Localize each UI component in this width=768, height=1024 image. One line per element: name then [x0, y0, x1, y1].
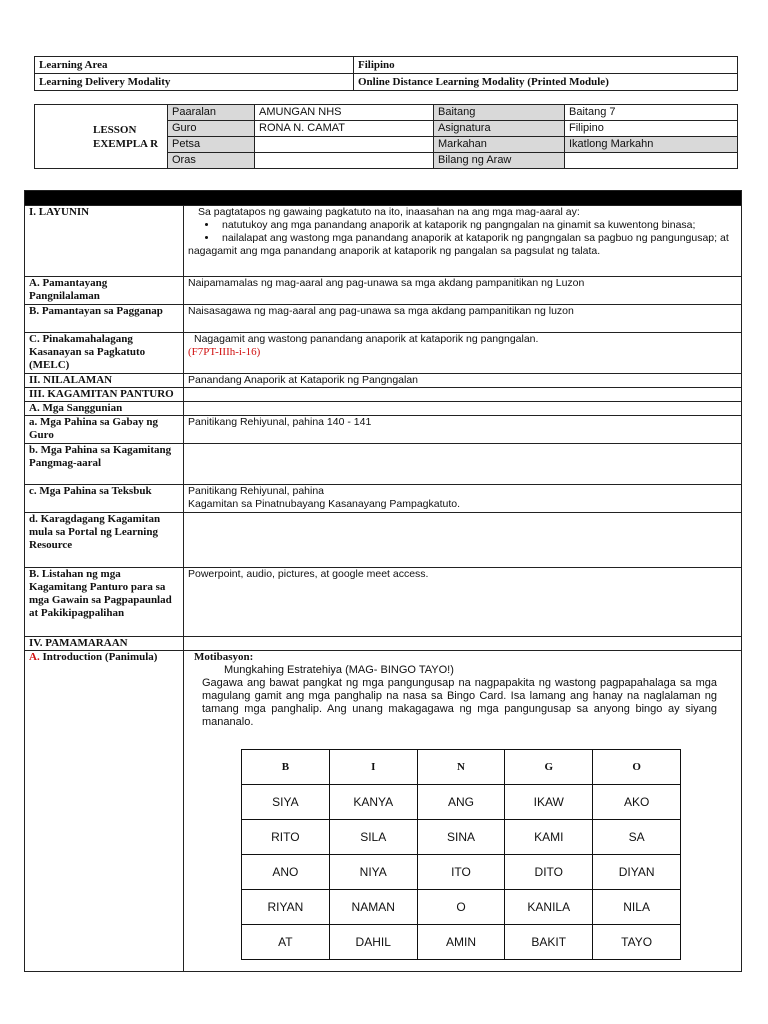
layunin-content	[184, 206, 742, 277]
guro-label: Guro	[168, 121, 255, 137]
kagamitang-pangmag-aaral-label: b. Mga Pahina sa Kagamitang Pangmag-aaral	[25, 444, 184, 485]
layunin-label: I. LAYUNIN	[25, 206, 184, 277]
nilalaman-label: II. NILALAMAN	[25, 374, 184, 388]
markahan-label: Markahan	[434, 137, 565, 153]
bingo-cell: SA	[593, 820, 681, 855]
bingo-header: I	[329, 750, 417, 785]
markahan-value: Ikatlong Markahn	[565, 137, 738, 153]
estratehiya-title: Mungkahing Estratehiya (MAG- BINGO TAYO!)	[224, 664, 454, 676]
bingo-row	[242, 925, 681, 960]
layunin-bullet-1: • natutukoy ang mga panandang anaporik at kataporik ng pangngalan na ginamit sa kuwentong binasa;	[218, 219, 737, 232]
layunin-list	[188, 219, 737, 245]
baitang-value: Baitang 7	[565, 105, 738, 121]
sanggunian-label: A. Mga Sanggunian	[25, 402, 184, 416]
bingo-cell: AT	[242, 925, 330, 960]
learning-area-value: Filipino	[354, 57, 738, 74]
bingo-cell: NILA	[593, 890, 681, 925]
layunin-last: nagagamit ang mga panandang anaporik at kataporik ng pangalan sa pagsulat ng talata.	[188, 245, 601, 257]
karagdagang-kagamitan-label: d. Karagdagang Kagamitan mula sa Portal ng Learning Resource	[25, 513, 184, 568]
bingo-cell: RIYAN	[242, 890, 330, 925]
info-table	[34, 56, 738, 91]
teksbuk-value-1: Panitikang Rehiyunal, pahina	[188, 485, 325, 497]
melc-label: C. Pinakamahalagang Kasanayan sa Pagkatuto (MELC)	[25, 333, 184, 374]
bingo-cell: ITO	[417, 855, 505, 890]
oras-label: Oras	[168, 153, 255, 169]
melc-value: Nagagamit ang wastong panandang anaporik at kataporik ng pangngalan.	[194, 333, 539, 345]
bingo-instructions: Gagawa ang bawat pangkat ng mga pangungusap na nagpapakita ng wastong pagpapahalaga sa mga magulang gamit ang mga panghalip na nasa sa Bingo Card. Isa lamang ang hanay na naglalaman ng tamang mga panghalip. Ang unang makagagawa ng mga pangungusap sa anyong bingo ay siyang mananalo.	[202, 677, 717, 728]
bingo-cell: KANYA	[329, 785, 417, 820]
bingo-cell: IKAW	[505, 785, 593, 820]
layunin-bullet-2: • nailalapat ang wastong mga panandang anaporik at kataporik ng pangngalan sa pagbuo ng pangungusap; at	[218, 232, 737, 245]
bingo-cell: DITO	[505, 855, 593, 890]
paaralan-value: AMUNGAN NHS	[255, 105, 434, 121]
bingo-header: O	[593, 750, 681, 785]
bingo-header: G	[505, 750, 593, 785]
bingo-cell: SINA	[417, 820, 505, 855]
teksbuk-value-2: Kagamitan sa Pinatnubayang Kasanayang Pampagkatuto.	[188, 498, 461, 510]
header-bar	[25, 191, 742, 206]
pamantayan-pagganap-value: Naisasagawa ng mag-aaral ang pag-unawa sa mga akdang pampanitikan ng luzon	[184, 305, 742, 333]
melc-content	[184, 333, 742, 374]
motibasyon-title: Motibasyon:	[194, 651, 254, 663]
modality-value: Online Distance Learning Modality (Printed Module)	[354, 74, 738, 91]
gabay-guro-label: a. Mga Pahina sa Gabay ng Guro	[25, 416, 184, 444]
bingo-cell: KAMI	[505, 820, 593, 855]
lesson-header-table	[34, 104, 738, 169]
asignatura-value: Filipino	[565, 121, 738, 137]
bingo-cell: NIYA	[329, 855, 417, 890]
paaralan-label: Paaralan	[168, 105, 255, 121]
baitang-label: Baitang	[434, 105, 565, 121]
bingo-cell: TAYO	[593, 925, 681, 960]
melc-code: (F7PT-IIIh-i-16)	[188, 346, 261, 358]
bingo-cell: ANG	[417, 785, 505, 820]
gabay-guro-value: Panitikang Rehiyunal, pahina 140 - 141	[184, 416, 742, 444]
learning-area-label: Learning Area	[35, 57, 354, 74]
teksbuk-label: c. Mga Pahina sa Teksbuk	[25, 485, 184, 513]
kagamitan-label: III. KAGAMITAN PANTURO	[25, 388, 184, 402]
bingo-row	[242, 890, 681, 925]
bingo-cell: SILA	[329, 820, 417, 855]
nilalaman-value: Panandang Anaporik at Kataporik ng Pangngalan	[184, 374, 742, 388]
bingo-header: N	[417, 750, 505, 785]
introduction-letter: A.	[29, 651, 40, 663]
petsa-label: Petsa	[168, 137, 255, 153]
listahan-value: Powerpoint, audio, pictures, at google meet access.	[184, 568, 742, 637]
bingo-row	[242, 785, 681, 820]
bilang-value	[565, 153, 738, 169]
bingo-card	[241, 749, 681, 960]
pamantayang-pangnilalaman-value: Naipamamalas ng mag-aaral ang pag-unawa sa mga akdang pampanitikan ng Luzon	[184, 277, 742, 305]
bingo-cell: RITO	[242, 820, 330, 855]
bingo-cell: KANILA	[505, 890, 593, 925]
introduction-content	[184, 651, 742, 972]
bingo-cell: AMIN	[417, 925, 505, 960]
lesson-plan-table	[24, 190, 742, 972]
teksbuk-content	[184, 485, 742, 513]
bingo-header: B	[242, 750, 330, 785]
bingo-cell: BAKIT	[505, 925, 593, 960]
bingo-cell: DIYAN	[593, 855, 681, 890]
bingo-row	[242, 855, 681, 890]
pamantayang-pangnilalaman-label: A. Pamantayang Pangnilalaman	[25, 277, 184, 305]
bingo-row	[242, 820, 681, 855]
lesson-exemplar-title: LESSON EXEMPLA R	[35, 105, 168, 169]
bingo-cell: AKO	[593, 785, 681, 820]
pamantayan-pagganap-label: B. Pamantayan sa Pagganap	[25, 305, 184, 333]
bilang-label: Bilang ng Araw	[434, 153, 565, 169]
bingo-cell: NAMAN	[329, 890, 417, 925]
introduction-text: Introduction (Panimula)	[42, 651, 158, 663]
introduction-label	[25, 651, 184, 972]
layunin-intro: Sa pagtatapos ng gawaing pagkatuto na ito, inaasahan na ang mga mag-aaral ay:	[198, 206, 580, 218]
bingo-cell: DAHIL	[329, 925, 417, 960]
asignatura-label: Asignatura	[434, 121, 565, 137]
oras-value	[255, 153, 434, 169]
petsa-value	[255, 137, 434, 153]
modality-label: Learning Delivery Modality	[35, 74, 354, 91]
bingo-cell: ANO	[242, 855, 330, 890]
guro-value: RONA N. CAMAT	[255, 121, 434, 137]
bingo-cell: O	[417, 890, 505, 925]
pamamaraan-label: IV. PAMAMARAAN	[25, 637, 184, 651]
listahan-label: B. Listahan ng mga Kagamitang Panturo para sa mga Gawain sa Pagpapaunlad at Pakikipagpalihan	[25, 568, 184, 637]
bingo-cell: SIYA	[242, 785, 330, 820]
